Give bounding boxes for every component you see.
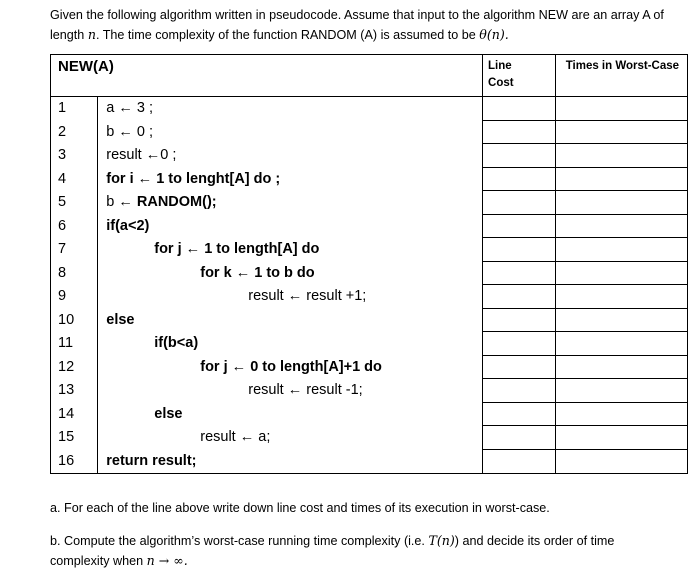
statement-text-1: Given the following algorithm written in pseudocode. Assume that input to the algorithm NEW are an array A of length: [50, 8, 664, 42]
line-number: 6: [58, 217, 67, 234]
times-cell[interactable]: [556, 450, 687, 474]
line-numbers-column: [51, 97, 98, 474]
code-line: [98, 309, 482, 333]
line-number: 15: [58, 429, 75, 445]
line-number: 1: [58, 100, 67, 116]
code-text: result: [106, 147, 146, 163]
times-cell[interactable]: [556, 262, 687, 286]
assign-arrow: ←: [118, 123, 133, 140]
line-number: 11: [58, 335, 74, 351]
code-line: [98, 168, 482, 192]
times-cell[interactable]: [556, 426, 687, 450]
code-line: [98, 215, 482, 239]
times-cell[interactable]: [556, 285, 687, 309]
assign-arrow: ←: [118, 100, 133, 116]
times-cell[interactable]: [556, 379, 687, 403]
line-number: 3: [58, 147, 67, 163]
line-cost-header-2: Cost: [488, 77, 514, 89]
line-number: 2: [58, 123, 67, 140]
code-text: result ← a;: [200, 429, 271, 445]
times-header: Times in Worst-Case: [555, 55, 687, 97]
limit-expression: n → ∞.: [146, 553, 188, 568]
code-line: [98, 262, 482, 286]
code-line: [98, 285, 482, 309]
code-text: result ← result +1;: [248, 288, 367, 304]
line-number: 9: [58, 288, 67, 304]
code-keyword: else: [154, 405, 183, 422]
times-cell[interactable]: [556, 403, 687, 427]
line-number: 5: [58, 194, 67, 210]
line-number: 14: [58, 405, 75, 422]
code-keyword: if(b<a): [154, 335, 199, 351]
code-keyword: else: [106, 311, 135, 328]
code-line: [98, 450, 482, 474]
line-cost-cell[interactable]: [483, 215, 555, 239]
code-line: [98, 191, 482, 215]
line-number: 4: [58, 170, 67, 187]
times-cell[interactable]: [556, 309, 687, 333]
line-cost-cell[interactable]: [483, 262, 555, 286]
code-line: [98, 121, 482, 145]
line-number: 7: [58, 241, 67, 257]
code-text: b: [106, 123, 119, 140]
line-cost-cell[interactable]: [483, 168, 555, 192]
line-cost-cell[interactable]: [483, 356, 555, 380]
line-number: 8: [58, 264, 67, 281]
line-cost-cell[interactable]: [483, 121, 555, 145]
times-cell[interactable]: [556, 238, 687, 262]
line-number: 16: [58, 452, 75, 469]
line-cost-cell[interactable]: [483, 426, 555, 450]
code-keyword: RANDOM();: [136, 194, 217, 210]
t-of-n: T(n): [428, 533, 455, 548]
code-line: [98, 97, 482, 121]
code-line: [98, 379, 482, 403]
question-b: [50, 531, 670, 571]
n-symbol: n: [87, 27, 96, 42]
pseudocode-table: [50, 54, 688, 474]
line-number: 12: [58, 358, 75, 375]
line-cost-cell[interactable]: [483, 191, 555, 215]
line-cost-cell[interactable]: [483, 379, 555, 403]
times-column: [555, 97, 687, 474]
code-line: [98, 238, 482, 262]
line-cost-cell[interactable]: [483, 332, 555, 356]
code-line: [98, 403, 482, 427]
question-b-text-1: b. Compute the algorithm’s worst-case running time complexity (i.e.: [50, 534, 425, 548]
question-b-text-2: ) and decide its order of time complexity when: [50, 534, 615, 568]
statement-text-2: . The time complexity of the function RANDOM (A) is assumed to be: [95, 28, 476, 42]
code-text: 0 ;: [160, 147, 177, 163]
line-cost-cell[interactable]: [483, 309, 555, 333]
code-keyword: for i ← 1 to lenght[A] do ;: [106, 170, 281, 187]
line-number: 13: [58, 382, 75, 398]
question-a: a. For each of the line above write down line cost and times of its execution in worst-case.: [50, 501, 550, 515]
code-line: [98, 332, 482, 356]
algorithm-title: NEW(A): [51, 55, 483, 97]
code-text: 0 ;: [132, 123, 153, 140]
code-text: result ← result -1;: [248, 382, 363, 398]
times-cell[interactable]: [556, 121, 687, 145]
problem-statement: [50, 6, 670, 45]
line-cost-cell[interactable]: [483, 238, 555, 262]
line-cost-cell[interactable]: [483, 144, 555, 168]
code-keyword: for k ← 1 to b do: [200, 264, 315, 281]
code-keyword: for j ← 0 to length[A]+1 do: [200, 358, 382, 375]
assign-arrow: ←: [145, 147, 161, 163]
code-line: [98, 356, 482, 380]
theta-expression: θ(n).: [479, 27, 509, 42]
code-line: [98, 426, 482, 450]
times-cell[interactable]: [556, 215, 687, 239]
table-body-row: [51, 97, 688, 474]
code-text: b ←: [106, 194, 137, 210]
code-text: a: [106, 100, 119, 116]
times-cell[interactable]: [556, 191, 687, 215]
code-keyword: if(a<2): [106, 217, 150, 234]
code-line: [98, 144, 482, 168]
code-text: 3 ;: [132, 100, 153, 116]
line-cost-cell[interactable]: [483, 285, 555, 309]
code-keyword: return result;: [106, 452, 197, 469]
times-cell[interactable]: [556, 168, 687, 192]
line-cost-header-1: Line: [488, 60, 512, 72]
line-cost-column: [483, 97, 556, 474]
line-number: 10: [58, 311, 75, 328]
line-cost-cell[interactable]: [483, 403, 555, 427]
line-cost-cell[interactable]: [483, 97, 555, 121]
line-cost-cell[interactable]: [483, 450, 555, 474]
times-cell[interactable]: [556, 144, 687, 168]
times-cell[interactable]: [556, 356, 687, 380]
code-keyword: for j ← 1 to length[A] do: [154, 241, 320, 257]
line-cost-header: [483, 55, 556, 97]
code-column: [98, 97, 483, 474]
table-header-row: [51, 55, 688, 97]
times-cell[interactable]: [556, 332, 687, 356]
times-cell[interactable]: [556, 97, 687, 121]
